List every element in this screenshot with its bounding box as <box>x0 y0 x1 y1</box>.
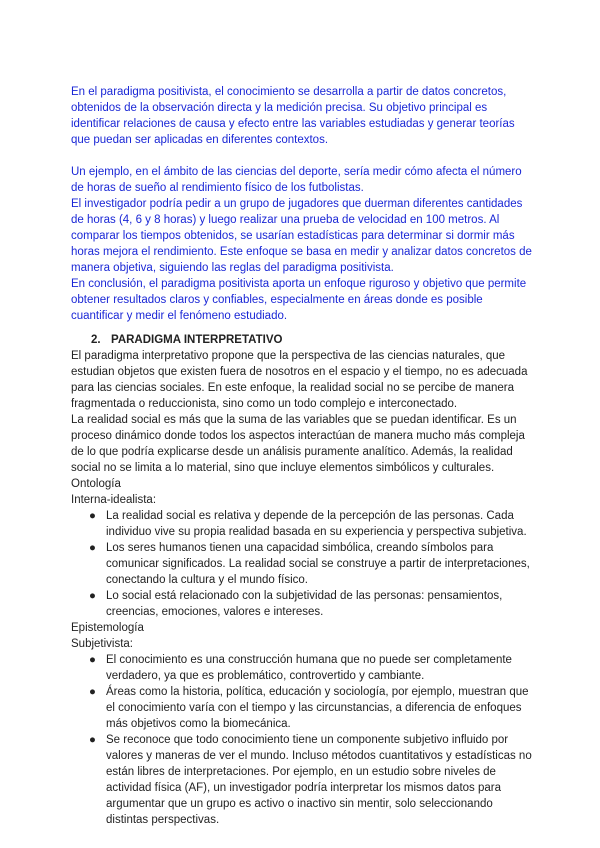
list-item: ● Los seres humanos tienen una capacidad simbólica, creando símbolos para comunicar significados. La realidad social se construye a partir de interpretaciones, conectando la cultura y el mundo físico. <box>89 542 530 586</box>
ontology-list <box>71 508 533 620</box>
bullet-icon: ● <box>89 510 96 522</box>
paragraph-gap <box>71 148 533 164</box>
ontology-label: Ontología <box>71 478 121 490</box>
list-item: ● Áreas como la historia, política, educación y sociología, por ejemplo, muestran que el conocimiento varía con el tiempo y las circunstancias, a diferencia de enfoques más objetivos como la biomecánica. <box>89 686 529 730</box>
document-page <box>71 84 533 828</box>
section-title: PARADIGMA INTERPRETATIVO <box>111 334 283 346</box>
section-number: 2. <box>91 334 101 346</box>
positivist-paragraph-1: En el paradigma positivista, el conocimiento se desarrolla a partir de datos concretos, obtenidos de la observación directa y la medición precisa. Su objetivo principal es identificar relaciones de causa y efecto entre las variables estudiadas y generar teorías que puedan ser aplicadas en diferentes contextos. <box>71 86 515 146</box>
epistemology-list <box>71 652 533 828</box>
interpretative-paragraph-1: El paradigma interpretativo propone que la perspectiva de las ciencias naturales, que estudian objetos que existen fuera de nosotros en el espacio y el tiempo, no es adecuada para las ciencias sociales. En este enfoque, la realidad social no se percibe de manera fragmentada o reduccionista, sino como un todo complejo e interconectado. <box>71 350 528 410</box>
bullet-icon: ● <box>89 734 96 746</box>
ontology-subtitle: Interna-idealista: <box>71 494 157 506</box>
epistemology-label: Epistemología <box>71 622 144 634</box>
section-heading <box>71 332 533 348</box>
bullet-icon: ● <box>89 686 96 698</box>
list-item: ● Se reconoce que todo conocimiento tiene un componente subjetivo influido por valores y maneras de ver el mundo. Incluso métodos cuantitativos y estadísticas no están libres de interpretaciones. Por ejemplo, en un estudio sobre niveles de actividad física (AF), un investigador podría interpretar los mismos datos para argumentar que un grupo es activo o inactivo sin mentir, solo seleccionando distintas perspectivas. <box>89 734 532 826</box>
list-item: ● Lo social está relacionado con la subjetividad de las personas: pensamientos, creencias, emociones, valores e intereses. <box>89 590 503 618</box>
positivist-paragraph-3: El investigador podría pedir a un grupo de jugadores que duerman diferentes cantidades de horas (4, 6 y 8 horas) y luego realizar una prueba de velocidad en 100 metros. Al comparar los tiempos obtenidos, se usarían estadísticas para determinar si dormir más horas mejora el rendimiento. Este enfoque se basa en medir y analizar datos concretos de manera objetiva, siguiendo las reglas del paradigma positivista. <box>71 198 532 274</box>
bullet-icon: ● <box>89 654 96 666</box>
section-gap <box>71 324 533 332</box>
bullet-icon: ● <box>89 542 96 554</box>
positivist-paragraph-4: En conclusión, el paradigma positivista aporta un enfoque riguroso y objetivo que permite obtener resultados claros y confiables, especialmente en áreas donde es posible cuantificar y medir el fenómeno estudiado. <box>71 278 527 322</box>
list-item: ● La realidad social es relativa y depende de la percepción de las personas. Cada individuo vive su propia realidad basada en su experiencia y perspectiva subjetiva. <box>89 510 527 538</box>
epistemology-subtitle: Subjetivista: <box>71 638 134 650</box>
bullet-icon: ● <box>89 590 96 602</box>
positivist-paragraph-2: Un ejemplo, en el ámbito de las ciencias del deporte, sería medir cómo afecta el número de horas de sueño al rendimiento físico de los futbolistas. <box>71 166 522 194</box>
interpretative-paragraph-2: La realidad social es más que la suma de las variables que se puedan identificar. Es un proceso dinámico donde todos los aspectos interactúan de manera mucho más compleja de lo que podría explicarse desde un análisis puramente analítico. Además, la realidad social no se limita a lo material, sino que incluye elementos simbólicos y culturales. <box>71 414 525 474</box>
list-item: ● El conocimiento es una construcción humana que no puede ser completamente verdadero, ya que es problemático, controvertido y cambiante. <box>89 654 512 682</box>
